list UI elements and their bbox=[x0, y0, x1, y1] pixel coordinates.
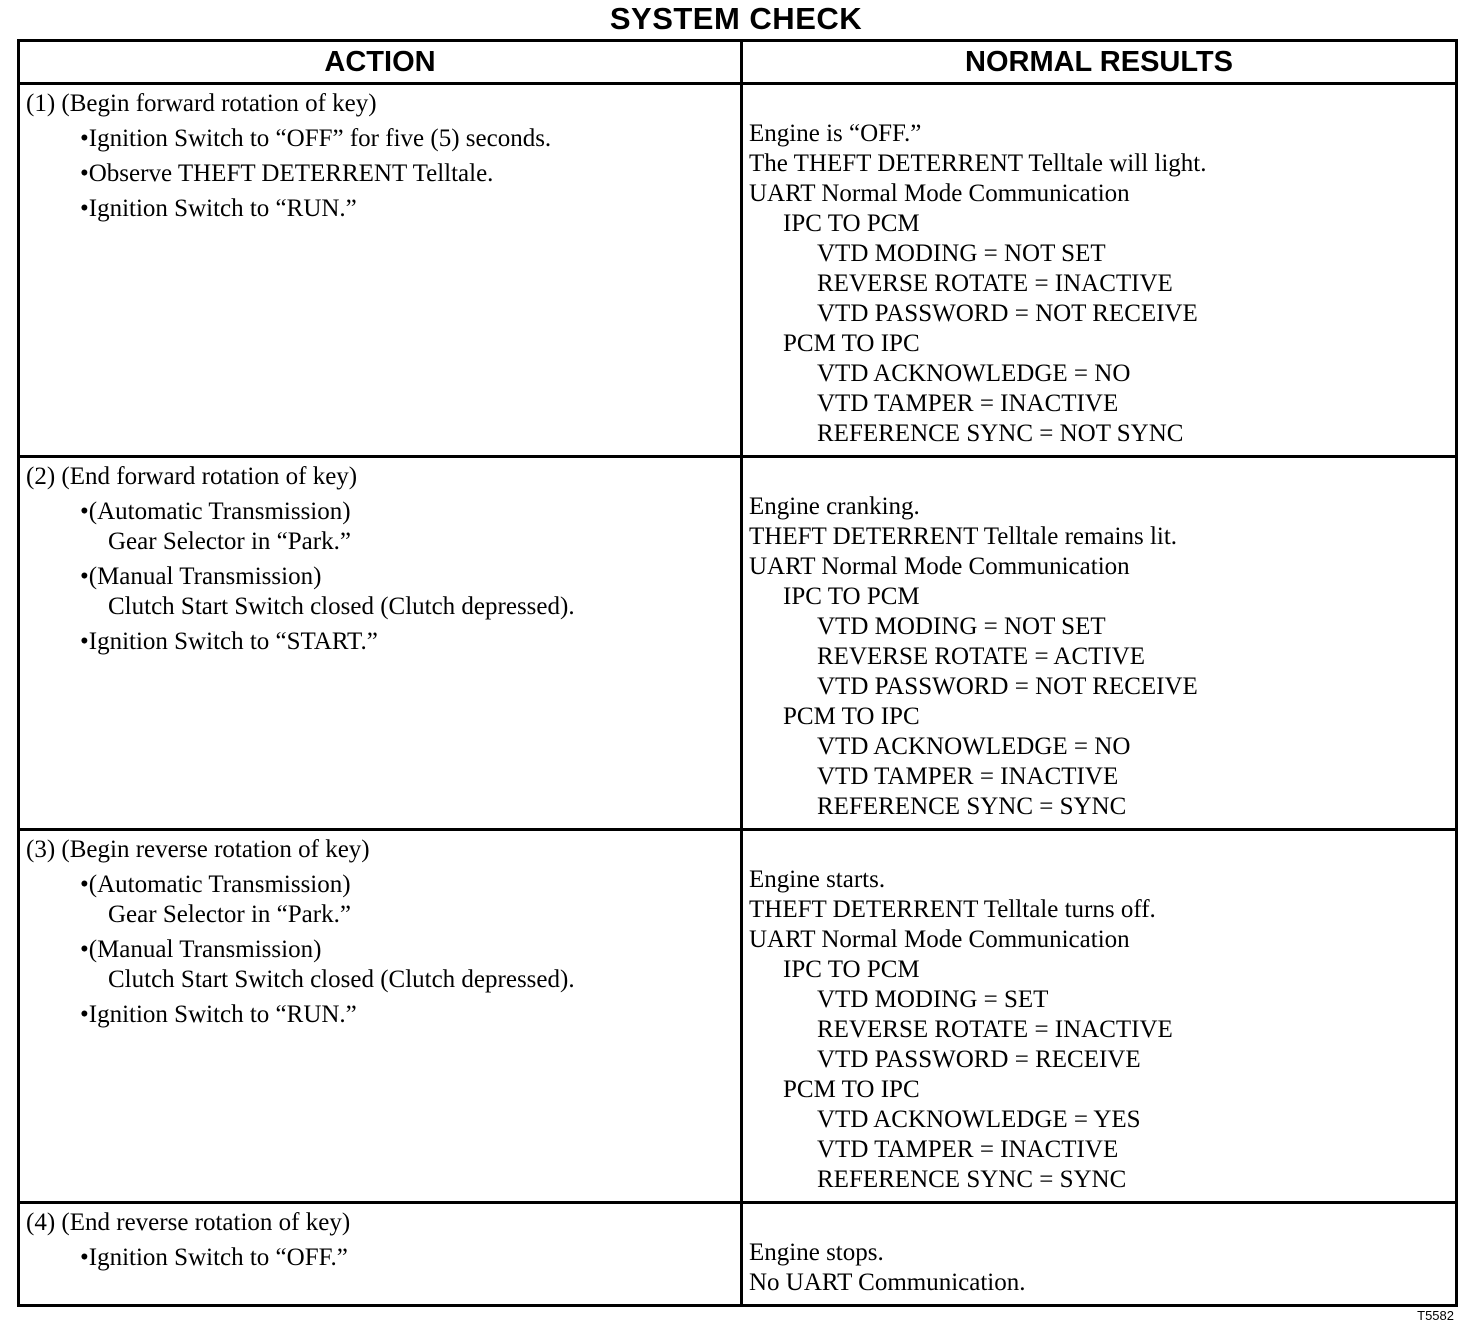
bullet-text: •(Manual Transmission) bbox=[80, 563, 322, 590]
result-cell bbox=[742, 830, 1457, 1203]
action-cell bbox=[19, 84, 742, 457]
result-line: REFERENCE SYNC = NOT SYNC bbox=[817, 420, 1184, 447]
bullet-text: •Ignition Switch to “START.” bbox=[80, 628, 378, 655]
figure-reference-code: T5582 bbox=[1417, 1308, 1454, 1323]
result-cell bbox=[742, 84, 1457, 457]
result-spacer bbox=[749, 89, 1449, 119]
bullet-text: •(Manual Transmission) bbox=[80, 936, 322, 963]
action-bullet bbox=[26, 1243, 734, 1273]
result-line: VTD MODING = NOT SET bbox=[817, 613, 1106, 640]
page-title: SYSTEM CHECK bbox=[609, 1, 863, 36]
bullet-text: •Observe THEFT DETERRENT Telltale. bbox=[80, 160, 494, 187]
result-cell bbox=[742, 1203, 1457, 1306]
result-line: VTD TAMPER = INACTIVE bbox=[817, 1136, 1119, 1163]
action-column-header: ACTION bbox=[19, 41, 742, 84]
result-spacer bbox=[749, 1208, 1449, 1238]
bullet-text: •(Automatic Transmission) bbox=[80, 871, 351, 898]
bullet-text: •Ignition Switch to “OFF.” bbox=[80, 1244, 348, 1271]
result-spacer bbox=[749, 462, 1449, 492]
result-line: REFERENCE SYNC = SYNC bbox=[817, 793, 1127, 820]
result-line: Engine cranking. bbox=[749, 493, 920, 520]
action-bullet bbox=[26, 194, 734, 224]
result-line: VTD MODING = SET bbox=[817, 986, 1049, 1013]
table-body bbox=[19, 84, 1457, 1306]
step-title: (4) (End reverse rotation of key) bbox=[26, 1209, 351, 1236]
action-cell bbox=[19, 1203, 742, 1306]
result-line: VTD ACKNOWLEDGE = NO bbox=[817, 733, 1131, 760]
action-cell bbox=[19, 457, 742, 830]
result-line: VTD TAMPER = INACTIVE bbox=[817, 763, 1119, 790]
result-line: THEFT DETERRENT Telltale turns off. bbox=[749, 896, 1156, 923]
result-line: PCM TO IPC bbox=[783, 703, 920, 730]
step-title: (3) (Begin reverse rotation of key) bbox=[26, 836, 370, 863]
bullet-text: •Ignition Switch to “RUN.” bbox=[80, 195, 357, 222]
system-check-table bbox=[17, 39, 1458, 1307]
result-line: THEFT DETERRENT Telltale remains lit. bbox=[749, 523, 1178, 550]
action-bullet bbox=[26, 627, 734, 657]
bullet-subtext: Clutch Start Switch closed (Clutch depressed). bbox=[108, 966, 575, 993]
result-line: The THEFT DETERRENT Telltale will light. bbox=[749, 150, 1207, 177]
result-line: Engine starts. bbox=[749, 866, 886, 893]
action-bullet bbox=[26, 159, 734, 189]
bullet-text: •(Automatic Transmission) bbox=[80, 498, 351, 525]
action-bullet bbox=[26, 562, 734, 622]
step-title: (2) (End forward rotation of key) bbox=[26, 463, 358, 490]
bullet-text: •Ignition Switch to “OFF” for five (5) seconds. bbox=[80, 125, 552, 152]
result-line: REVERSE ROTATE = INACTIVE bbox=[817, 1016, 1173, 1043]
action-bullet bbox=[26, 124, 734, 154]
table-row bbox=[19, 1203, 1457, 1306]
result-line: REVERSE ROTATE = INACTIVE bbox=[817, 270, 1173, 297]
bullet-subtext: Gear Selector in “Park.” bbox=[108, 528, 351, 555]
result-line: IPC TO PCM bbox=[783, 583, 920, 610]
bullet-text: •Ignition Switch to “RUN.” bbox=[80, 1001, 357, 1028]
bullet-subtext: Gear Selector in “Park.” bbox=[108, 901, 351, 928]
result-line: VTD MODING = NOT SET bbox=[817, 240, 1106, 267]
result-cell bbox=[742, 457, 1457, 830]
bullet-subtext: Clutch Start Switch closed (Clutch depressed). bbox=[108, 593, 575, 620]
results-column-header: NORMAL RESULTS bbox=[742, 41, 1457, 84]
result-line: UART Normal Mode Communication bbox=[749, 553, 1130, 580]
table-row bbox=[19, 457, 1457, 830]
result-line: IPC TO PCM bbox=[783, 956, 920, 983]
result-line: Engine is “OFF.” bbox=[749, 120, 922, 147]
result-line: UART Normal Mode Communication bbox=[749, 926, 1130, 953]
result-line: PCM TO IPC bbox=[783, 1076, 920, 1103]
result-line: IPC TO PCM bbox=[783, 210, 920, 237]
header-row bbox=[19, 41, 1457, 84]
action-bullet bbox=[26, 870, 734, 930]
result-line: VTD ACKNOWLEDGE = NO bbox=[817, 360, 1131, 387]
table-header bbox=[19, 41, 1457, 84]
result-line: PCM TO IPC bbox=[783, 330, 920, 357]
result-line: REVERSE ROTATE = ACTIVE bbox=[817, 643, 1146, 670]
result-line: VTD TAMPER = INACTIVE bbox=[817, 390, 1119, 417]
result-line: VTD PASSWORD = NOT RECEIVE bbox=[817, 673, 1198, 700]
result-line: VTD PASSWORD = NOT RECEIVE bbox=[817, 300, 1198, 327]
action-bullet bbox=[26, 935, 734, 995]
action-bullet bbox=[26, 1000, 734, 1030]
result-line: No UART Communication. bbox=[749, 1269, 1026, 1296]
result-line: VTD ACKNOWLEDGE = YES bbox=[817, 1106, 1141, 1133]
step-title: (1) (Begin forward rotation of key) bbox=[26, 90, 377, 117]
result-line: Engine stops. bbox=[749, 1239, 884, 1266]
action-bullet bbox=[26, 497, 734, 557]
result-line: VTD PASSWORD = RECEIVE bbox=[817, 1046, 1141, 1073]
result-spacer bbox=[749, 835, 1449, 865]
table-row bbox=[19, 830, 1457, 1203]
result-line: REFERENCE SYNC = SYNC bbox=[817, 1166, 1127, 1193]
result-line: UART Normal Mode Communication bbox=[749, 180, 1130, 207]
table-row bbox=[19, 84, 1457, 457]
action-cell bbox=[19, 830, 742, 1203]
